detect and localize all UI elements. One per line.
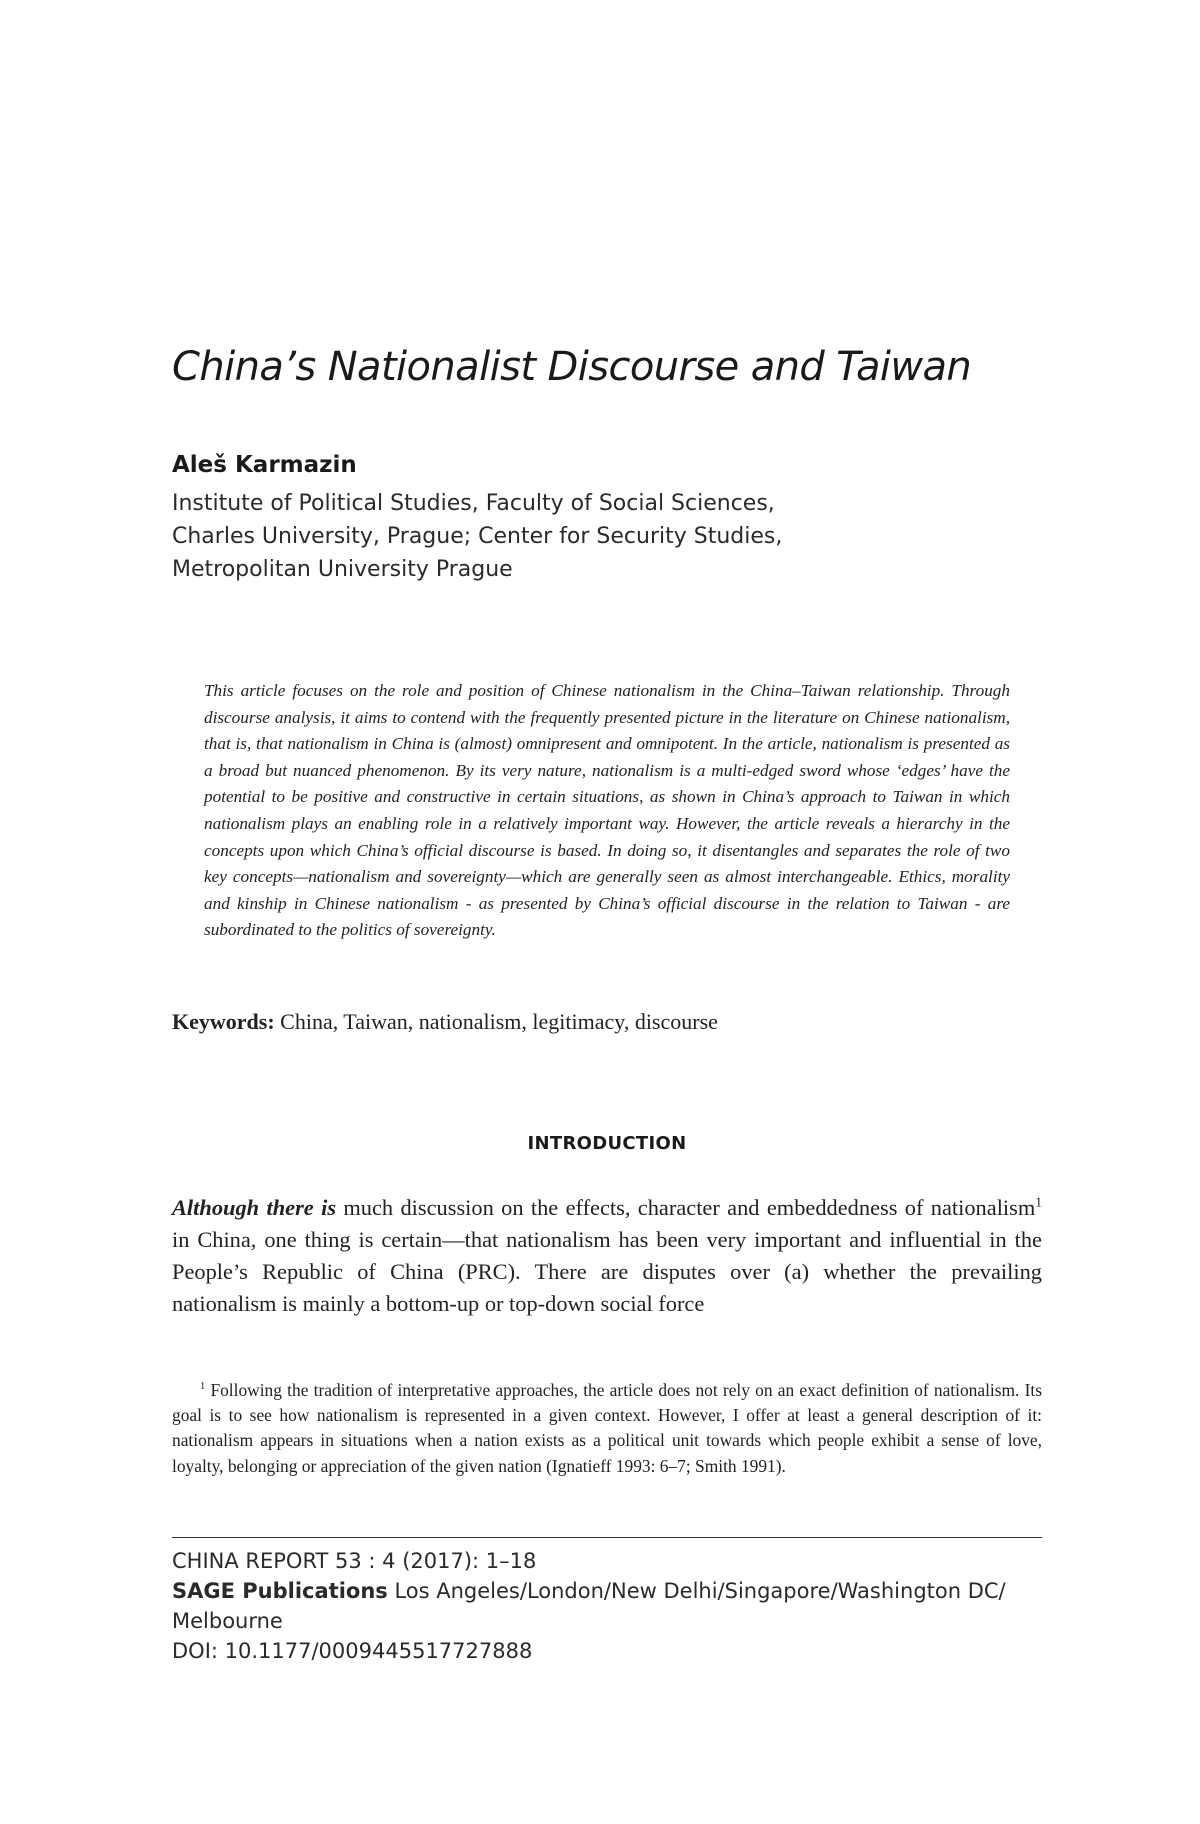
section-heading-introduction: INTRODUCTION — [527, 1133, 687, 1154]
publisher-name: SAGE Publications — [172, 1579, 388, 1603]
keywords-list: China, Taiwan, nationalism, legitimacy, discourse — [280, 1009, 718, 1034]
paragraph-text: in China, one thing is certain—that nationalism has been very important and influential in the People’s Republic of China (PRC). There are disputes over (a) whether the prevailing nationalism is mainly a bottom-up or top-down social force — [172, 1227, 1042, 1316]
author-affiliation — [172, 487, 872, 586]
author-name: Aleš Karmazin — [172, 452, 357, 478]
paragraph-lead-in: Although there is — [172, 1195, 337, 1220]
introduction-paragraph — [172, 1192, 1042, 1320]
footnote-number: 1 — [200, 1381, 206, 1393]
article-title: China’s Nationalist Discourse and Taiwan — [172, 344, 972, 390]
affiliation-line: Metropolitan University Prague — [172, 557, 513, 582]
affiliation-line: Institute of Political Studies, Faculty of Social Sciences, — [172, 491, 775, 516]
publisher-line — [172, 1576, 1052, 1606]
footnote — [172, 1378, 1042, 1479]
journal-info — [172, 1546, 1052, 1666]
keywords-label: Keywords: — [172, 1009, 275, 1034]
journal-citation: CHINA REPORT 53 : 4 (2017): 1–18 — [172, 1549, 537, 1573]
footnote-marker: 1 — [1035, 1194, 1042, 1210]
footer-divider — [172, 1537, 1042, 1538]
affiliation-line: Charles University, Prague; Center for Security Studies, — [172, 524, 783, 549]
doi: DOI: 10.1177/0009445517727888 — [172, 1639, 533, 1663]
paragraph-text: much discussion on the effects, character and embeddedness of nationalism — [336, 1195, 1036, 1220]
publisher-locations-continued: Melbourne — [172, 1609, 283, 1633]
keywords — [172, 1009, 718, 1035]
footnote-text: Following the tradition of interpretative approaches, the article does not rely on an exact definition of nationalism. Its goal is to see how nationalism is represented in a given context. However, I offer at least a general description of it: nationalism appears in situations when a nation exists as a political unit towards which people exhibit a sense of love, loyalty, belonging or appreciation of the given nation (Ignatieff 1993: 6–7; Smith 1991). — [172, 1380, 1042, 1476]
publisher-locations: Los Angeles/London/New Delhi/Singapore/Washington DC/ — [387, 1579, 1006, 1603]
abstract: This article focuses on the role and position of Chinese nationalism in the China–Taiwan relationship. Through discourse analysis, it aims to contend with the frequently presented picture in the literature on Chinese nationalism, that is, that nationalism in China is (almost) omnipresent and omnipotent. In the article, nationalism is presented as a broad but nuanced phenomenon. By its very nature, nationalism is a multi-edged sword whose ‘edges’ have the potential to be positive and constructive in certain situations, as shown in China’s approach to Taiwan in which nationalism plays an enabling role in a relatively important way. However, the article reveals a hierarchy in the concepts upon which China’s official discourse is based. In doing so, it disentangles and separates the role of two key concepts—nationalism and sovereignty—which are generally seen as almost interchangeable. Ethics, morality and kinship in Chinese nationalism - as presented by China’s official discourse in the relation to Taiwan - are subordinated to the politics of sovereignty. — [204, 681, 1010, 940]
